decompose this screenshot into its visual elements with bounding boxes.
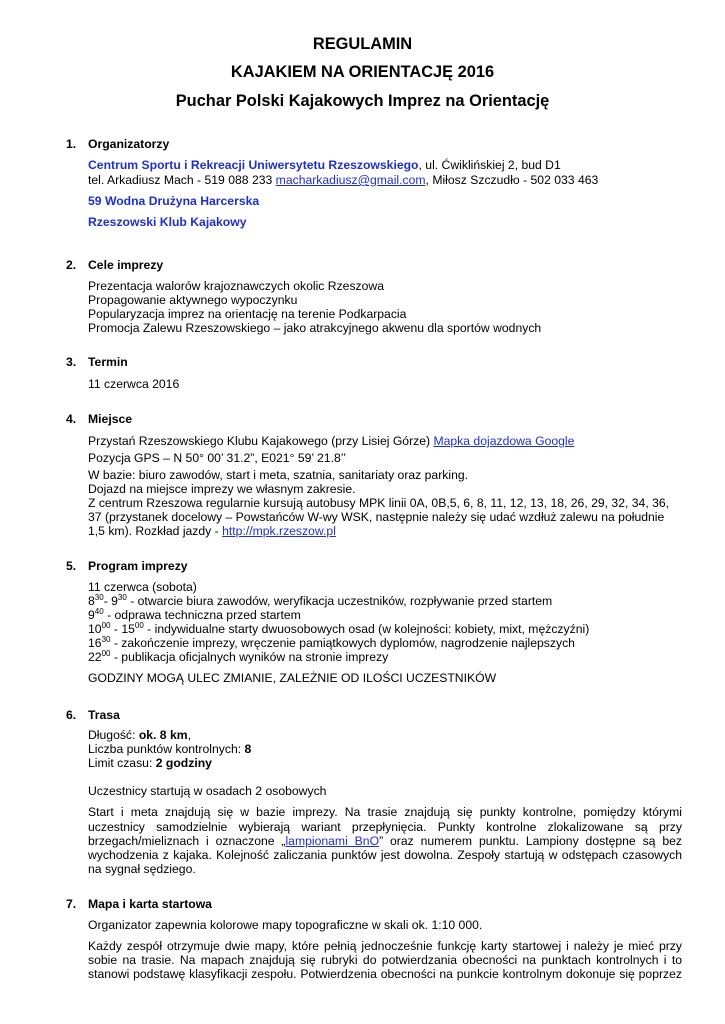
organizer-1-name: Centrum Sportu i Rekreacji Uniwersytetu Rzeszowskiego	[88, 158, 419, 172]
route-paragraph-line: brzegach/mieliznach i oznaczone „lampionami BnO” oraz numerem punktu. Lampiony dostępne są bez	[88, 834, 682, 848]
contact-mach: tel. Arkadiusz Mach - 519 088 233	[88, 173, 276, 187]
section-4-number: 4.	[66, 412, 77, 426]
route-paragraph-line: uczestnicy samodzielnie wybierają wariant przepłynięcia. Punkty kontrolne zlokalizowane są przy	[88, 820, 682, 834]
section-1-number: 1.	[66, 137, 77, 151]
program-day: 11 czerwca (sobota)	[88, 580, 197, 594]
lampiony-link[interactable]: lampionami BnO	[285, 834, 380, 848]
route-length: Długość: ok. 8 km,	[88, 728, 191, 742]
mpk-link[interactable]: http://mpk.rzeszow.pl	[222, 524, 336, 538]
route-paragraph-line: Start i meta znajdują się w bazie imprezy. Na trasie znajdują się punkty kontrolne, pomiędzy którymi	[88, 805, 682, 819]
schedule-label: 1,5 km). Rozkład jazdy -	[88, 524, 223, 538]
route-paragraph-line: wychodzenia z kajaka. Kolejność zaliczania punktów jest dowolna. Zespoły startują w odstępach czasowych	[88, 848, 682, 862]
section-6-number: 6.	[66, 708, 77, 722]
base-info: W bazie: biuro zawodów, start i meta, szatnia, sanitariaty oraz parking.	[88, 468, 469, 482]
event-subtitle: Puchar Polski Kajakowych Imprez na Orientację	[175, 92, 550, 110]
organizer-1-address: , ul. Ćwiklińskiej 2, bud D1	[418, 158, 561, 172]
event-date: 11 czerwca 2016	[88, 377, 180, 391]
place-text: Przystań Rzeszowskiego Klubu Kajakowego (przy Lisiej Górze)	[88, 434, 434, 448]
email-link[interactable]: macharkadiusz@gmail.com	[275, 173, 426, 187]
crew-info: Uczestnicy startują w osadach 2 osobowych	[88, 784, 327, 798]
checkpoint-count: Liczba punktów kontrolnych: 8	[88, 742, 252, 756]
map-paragraph-line: sobie na trasie. Na mapach znajdują się rubryki do potwierdzania obecności na punktach kontrolnych i to	[88, 953, 682, 967]
section-5-title: Program imprezy	[88, 559, 188, 573]
map-paragraph-line: stanowi podstawę klasyfikacji zespołu. Potwierdzenia obecności na punkcie kontrolnym dokonuje się poprzez	[88, 967, 682, 981]
section-7-title: Mapa i karta startowa	[88, 897, 212, 911]
program-note: GODZINY MOGĄ ULEC ZMIANIE, ZALEŻNIE OD ILOŚCI UCZESTNIKÓW	[88, 671, 497, 685]
organizer-2: 59 Wodna Drużyna Harcerska	[88, 194, 260, 208]
program-item: $8^{30}-$ $9^{30}$ - otwarcie biura zawodów, weryfikacja uczestników, rozpływanie przed startem	[88, 593, 553, 608]
section-1-title: Organizatorzy	[88, 137, 170, 151]
map-paragraph-line: Każdy zespół otrzymuje dwie mapy, które pełnią jednocześnie funkcję karty startowej i należy je mieć przy	[88, 939, 682, 953]
section-6-title: Trasa	[88, 708, 120, 722]
goal-item: Promocja Zalewu Rzeszowskiego – jako atrakcyjnego akwenu dla sportów wodnych	[88, 321, 542, 335]
section-2-number: 2.	[66, 258, 77, 272]
travel-info: Dojazd na miejsce imprezy we własnym zakresie.	[88, 482, 356, 496]
bus-info-line: 37 (przystanek docelowy – Powstańców W-wy WSK, następnie należy się udać wzdłuż zalewu na południe	[88, 510, 665, 524]
map-intro: Organizator zapewnia kolorowe mapy topograficzne w skali ok. 1:10 000.	[88, 918, 483, 932]
section-4-title: Miejsce	[88, 412, 133, 426]
document-title: REGULAMIN	[312, 35, 413, 53]
organizer-1	[88, 158, 561, 172]
section-7-number: 7.	[66, 897, 77, 911]
time-limit: Limit czasu: 2 godziny	[88, 756, 212, 770]
map-link[interactable]: Mapka dojazdowa Google	[433, 434, 575, 448]
program-item: $10^{00} - 15^{00}$ - indywidualne starty dwuosobowych osad (w kolejności: kobiety, mixt, mężczyźni)	[88, 621, 590, 636]
event-title: KAJAKIEM NA ORIENTACJĘ 2016	[230, 63, 495, 81]
organizer-3: Rzeszowski Klub Kajakowy	[88, 215, 247, 229]
goal-item: Popularyzacja imprez na orientację na terenie Podkarpacia	[88, 307, 407, 321]
bus-info-line: Z centrum Rzeszowa regularnie kursują autobusy MPK linii 0A, 0B,5, 6, 8, 11, 12, 13, 18, 26, 29, 32, 34, 36,	[88, 496, 670, 510]
section-2-title: Cele imprezy	[88, 258, 164, 272]
goal-item: Propagowanie aktywnego wypoczynku	[88, 293, 298, 307]
section-3-title: Termin	[88, 355, 128, 369]
contact-szczudlo: , Miłosz Szczudło - 502 033 463	[425, 173, 599, 187]
bus-info-line	[88, 524, 336, 538]
program-item: $22^{00}$ - publikacja oficjalnych wyników na stronie imprezy	[88, 649, 389, 664]
section-3-number: 3.	[66, 355, 77, 369]
contact-line	[88, 173, 598, 187]
program-item: $16^{30}$ - zakończenie imprezy, wręczenie pamiątkowych dyplomów, nagrodzenie najlepszych	[88, 635, 575, 650]
section-5-number: 5.	[66, 559, 77, 573]
gps-position: Pozycja GPS – N 50° 00’ 31.2”, E021° 59’ 21.8’’	[88, 451, 346, 465]
place-line	[88, 434, 574, 448]
route-paragraph-line: na sygnał sędziego.	[88, 862, 196, 876]
program-item: $9^{40}$ - odprawa techniczna przed startem	[88, 607, 301, 622]
goal-item: Prezentacja walorów krajoznawczych okolic Rzeszowa	[88, 279, 385, 293]
